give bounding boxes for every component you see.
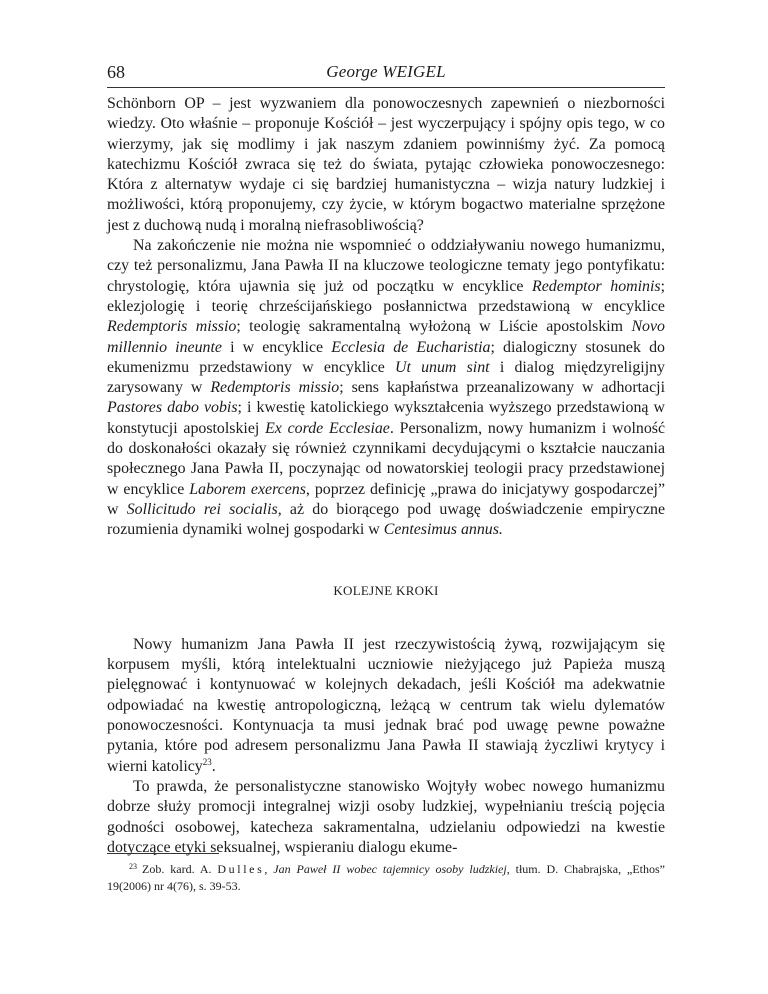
work-title: Laborem exercens	[189, 480, 306, 498]
page-number: 68	[107, 62, 125, 82]
text-run: ; i kwestię katolickiego wykształcenia wyższego przedstawioną w konstytucji apostolskiej	[107, 399, 666, 437]
work-title: Ecclesia de Eucharistia	[331, 338, 491, 356]
body-text	[107, 94, 665, 858]
text-run: , aż do biorącego pod uwagę doświadczenie empiryczne rozumienia dynamiki wolnej gospodarki w	[107, 500, 666, 539]
text-run: ; teologię sakramentalną wyłożoną w Liście apostolskim	[236, 318, 632, 336]
work-title: Redemptoris missio	[107, 318, 237, 336]
text-run: i dialog międzyreligijny zarysowany w	[107, 358, 665, 397]
section-heading: KOLEJNE KROKI	[333, 582, 439, 598]
header-rule	[107, 87, 665, 88]
work-title: Ut unum sint	[394, 358, 490, 376]
text-run: ; eklezjologię i teorię chrześcijańskiego posłannictwa przedstawioną w encyklice	[107, 277, 665, 315]
work-title: Pastores dabo vobis	[107, 399, 238, 417]
work-title: Novo millennio ineunte	[107, 318, 665, 356]
footnote-author: Dulles	[217, 862, 265, 876]
text-run: ; dialogiczny stosunek do ekumenizmu przedstawiony w encyklice	[107, 338, 665, 376]
work-title: Sollicitudo rei socialis	[126, 500, 278, 518]
footnote-text: , tłum. D. Chabrajska, „Ethos” 19(2006) nr 4(76), s. 39-53.	[107, 862, 666, 893]
text-run: ; sens kapłaństwa przeanalizowany w adhortacji	[339, 379, 665, 397]
footnote-work-title: Jan Paweł II wobec tajemnicy osoby ludzkiej	[273, 862, 507, 876]
footnote-comma: ,	[264, 862, 274, 876]
footnote-text: Zob. kard. A.	[142, 862, 218, 876]
text-run: , poprzez definicję „prawa do inicjatywy gospodarczej” w	[107, 480, 666, 518]
footnote-rule	[107, 853, 219, 854]
paragraph-text: Nowy humanizm Jana Pawła II jest rzeczywistością żywą, rozwijającym się korpusem myśli, którą intelektualni uczniowie nieżyjącego już Papieża muszą pielęgnować i kontynuować w kolejnych dekadach, jeśli Kościół ma adekwatnie odpowiadać na kwestię antropologiczną, leżącą w centrum tak wielu dylematów ponowoczesności. Kontynuacja ta musi jednak brać pod uwagę pewne poważne pytania, które pod adresem personalizmu Jana Pawła II stawiają życzliwi krytycy i wierni katolicy	[107, 635, 665, 775]
running-head: George WEIGEL	[326, 62, 446, 81]
text-run: . Personalizm, nowy humanizm i wolność do doskonałości okazały się również czynnikami decydującymi o kształcie nauczania społecznego Jana Pawła II, poczynając od nowatorskiej teologii pracy przedstawionej w encyklice	[107, 419, 665, 498]
work-title: Centesimus annus.	[383, 521, 503, 539]
work-title: Redemptoris missio	[210, 379, 340, 397]
text-run: Na zakończenie nie można nie wspomnieć o oddziaływaniu nowego humanizmu, czy też personalizmu, Jana Pawła II na kluczowe teologiczne tematy jego pontyfikatu: chrystologię, która ujawnia się już od początku w encyklice	[107, 237, 665, 295]
text-run: .	[211, 757, 216, 775]
paragraph-text: To prawda, że personalistyczne stanowisko Wojtyły wobec nowego humanizmu dobrze służy promocji integralnej wizji osoby ludzkiej, wypełnianiu treścią pojęcia godności osobowej, katecheza sakramentalna, udzielaniu odpowiedzi na kwestie dotyczące etyki seksualnej, wspieraniu dialogu ekume-	[107, 777, 665, 856]
work-title: Redemptor hominis	[531, 277, 661, 295]
footnote: 23 Zob. kard. A. Dulles, Jan Paweł II wobec tajemnicy osoby ludzkiej, tłum. D. Chabrajska, „Ethos” 19(2006) nr 4(76), s. 39-53.	[107, 862, 666, 893]
paragraph-closing-remarks	[107, 236, 665, 540]
paragraph-next-steps	[107, 635, 665, 777]
text-run: i w encyklice	[221, 338, 332, 356]
footnote-reference[interactable]: 23	[202, 756, 212, 767]
work-title: Ex corde Ecclesiae	[265, 419, 390, 437]
paragraph-continuation	[107, 94, 665, 236]
paragraph-text: Schönborn OP – jest wyzwaniem dla ponowoczesnych zapewnień o niezborności wiedzy. Oto właśnie – proponuje Kościół – jest wyczerpujący i spójny opis tego, w co wierzymy, jak się modlimy i jak naszym zdaniem powinniśmy żyć. Za pomocą katechizmu Kościół zwraca się też do świata, pytając człowieka ponowoczesnego: Która z alternatyw wydaje ci się bardziej humanistyczna – wizja natury ludzkiej i możliwości, którą proponujemy, czy życie, w którym bogactwo materialne sprzężone jest z duchową nudą i moralną niefrasobliwością?	[107, 95, 665, 234]
paragraph-personalism	[107, 777, 665, 858]
page-header	[107, 62, 665, 88]
